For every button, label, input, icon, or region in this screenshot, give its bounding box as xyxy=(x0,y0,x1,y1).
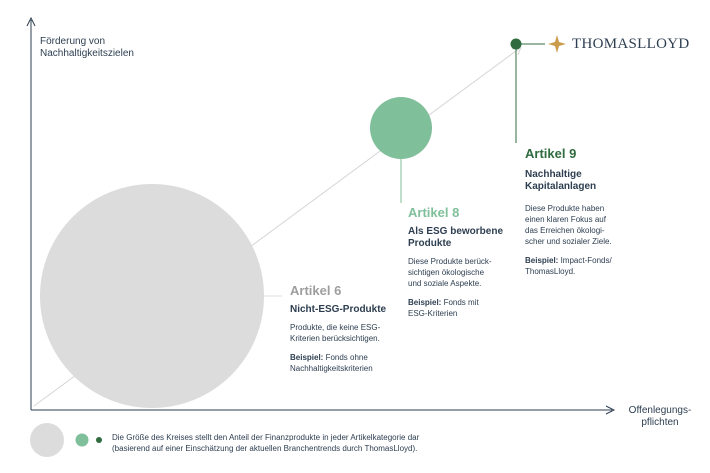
artikel-8-example xyxy=(408,297,518,319)
legend-circle-medium xyxy=(76,434,89,447)
artikel-8-example-line1: Fonds mit xyxy=(441,298,479,307)
circle-artikel-6 xyxy=(40,184,264,408)
artikel-6-example-label: Beispiel: xyxy=(290,353,324,362)
legend-circle-large xyxy=(30,423,64,457)
artikel-8-desc-line3: und soziale Aspekte. xyxy=(408,279,482,288)
x-axis-label-line2: pflichten xyxy=(641,417,679,428)
artikel-9-subtitle-line2: Kapitalanlagen xyxy=(525,181,597,192)
artikel-6-desc-line1: Produkte, die keine ESG- xyxy=(290,323,381,332)
artikel-8-subtitle-line2: Produkte xyxy=(408,238,452,249)
artikel-8-example-label: Beispiel: xyxy=(408,298,442,307)
artikel-9-example xyxy=(525,255,645,277)
x-axis-label xyxy=(620,405,700,429)
artikel-6-desc-line2: Kriterien berücksichtigen. xyxy=(290,334,380,343)
artikel-9-desc-line2: einen klaren Fokus auf xyxy=(525,215,606,224)
circle-artikel-8 xyxy=(370,97,432,159)
artikel-6-example xyxy=(290,352,420,374)
artikel-6-example-line1: Fonds ohne xyxy=(323,353,368,362)
y-axis-label xyxy=(40,36,134,60)
artikel-9-desc-line1: Diese Produkte haben xyxy=(525,204,605,213)
brand-star-icon xyxy=(548,35,566,53)
x-axis-label-line1: Offenlegungs- xyxy=(628,405,692,416)
brand-name: THOMASLLOYD xyxy=(572,35,690,52)
artikel-6-description xyxy=(290,322,420,344)
artikel-9-desc-line3: das Erreichen ökologi- xyxy=(525,226,605,235)
artikel-9-title: Artikel 9 xyxy=(525,146,577,161)
artikel-9-example-label: Beispiel: xyxy=(525,256,559,265)
artikel-6-title: Artikel 6 xyxy=(290,283,342,298)
legend-text xyxy=(112,432,472,454)
artikel-9-example-line2: ThomasLloyd. xyxy=(525,267,576,276)
artikel-8-example-line2: ESG-Kriterien xyxy=(408,309,458,318)
artikel-8-subtitle xyxy=(408,226,518,250)
artikel-6-example-line2: Nachhaltigkeitskriterien xyxy=(290,364,373,373)
artikel-9-subtitle xyxy=(525,169,645,193)
artikel-8-subtitle-line1: Als ESG beworbene xyxy=(408,226,504,237)
artikel-6-subtitle: Nicht-ESG-Produkte xyxy=(290,304,387,315)
artikel-9-desc-line4: scher und sozialer Ziele. xyxy=(525,237,612,246)
artikel-9-block xyxy=(525,146,645,277)
circle-artikel-9 xyxy=(511,39,522,50)
artikel-8-title: Artikel 8 xyxy=(408,205,460,220)
artikel-9-example-line1: Impact-Fonds/ xyxy=(558,256,612,265)
artikel-9-description xyxy=(525,203,645,247)
y-axis-label-line2: Nachhaltigkeitszielen xyxy=(40,48,134,59)
artikel-8-desc-line1: Diese Produkte berück- xyxy=(408,257,492,266)
legend-text-line1: Die Größe des Kreises stellt den Anteil der Finanzprodukte in jeder Artikelkategorie dar xyxy=(112,433,420,442)
artikel-8-description xyxy=(408,256,518,289)
artikel-8-block xyxy=(408,205,518,319)
brand-logo xyxy=(548,35,689,53)
y-axis-label-line1: Förderung von xyxy=(40,36,106,47)
artikel-9-subtitle-line1: Nachhaltige xyxy=(525,169,582,180)
artikel-6-block xyxy=(290,283,420,374)
legend-text-line2: (basierend auf einer Einschätzung der aktuellen Branchentrends durch ThomasLloyd). xyxy=(112,444,418,453)
legend-circle-small xyxy=(96,437,102,443)
artikel-8-desc-line2: sichtigen ökologische xyxy=(408,268,485,277)
